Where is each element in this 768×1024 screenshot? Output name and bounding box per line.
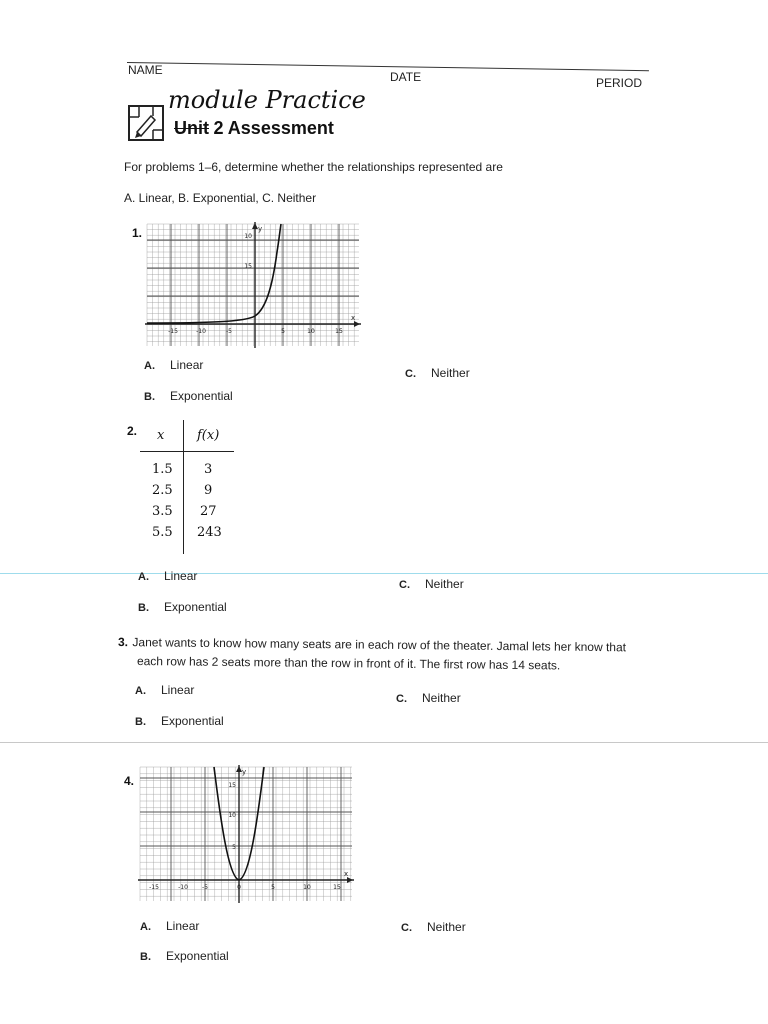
graph-1-x-tick-label: 5	[281, 328, 285, 335]
problem-3-option-c: C. Neither	[396, 691, 461, 705]
graph-4-x-tick-label: 15	[333, 884, 341, 891]
table-header-fx: f(x)	[197, 428, 220, 443]
graph-4-x-tick-label: -5	[202, 884, 208, 891]
graph-4-y-tick-label: 10	[228, 812, 236, 819]
table-row-2-fx: 9	[204, 483, 213, 498]
problem-1-option-a: A. Linear	[144, 358, 204, 372]
graph-1-y-tick-label: 10	[244, 233, 252, 240]
graph-1-x-tick-label: -10	[196, 328, 206, 335]
instructions-line-2: A. Linear, B. Exponential, C. Neither	[124, 191, 317, 205]
problem-2-number: 2.	[127, 424, 138, 438]
graph-4-y-tick-label: 5	[232, 844, 236, 851]
date-label: DATE	[390, 70, 422, 84]
graph-1-y-tick-label: 15	[244, 263, 252, 270]
graph-4-x-tick-label: -10	[178, 884, 188, 891]
problem-2-option-b: B. Exponential	[138, 600, 227, 614]
problem-4-graph	[138, 765, 354, 908]
graph-1-x-tick-label: 15	[335, 328, 343, 335]
page-crease-line	[0, 742, 768, 743]
graph-4-y-tick-label: 15	[228, 782, 236, 789]
problem-1-graph	[145, 222, 361, 353]
problem-2-table	[140, 420, 240, 556]
graph-1-svg	[145, 222, 361, 348]
problem-3-text-line-1: Janet wants to know how many seats are in each row of the theater. Jamal lets her know that	[132, 635, 627, 655]
problem-1-number: 1.	[132, 226, 143, 240]
period-label: PERIOD	[596, 76, 643, 90]
problem-3	[118, 633, 626, 656]
page-title	[174, 118, 334, 139]
problem-4-option-a: A. Linear	[140, 919, 200, 933]
graph-4-x-tick-label: 10	[303, 884, 311, 891]
problem-1-option-b: B. Exponential	[144, 389, 233, 403]
graph-1-x-tick-label: 10	[307, 328, 315, 335]
problem-2-option-c: C. Neither	[399, 577, 464, 591]
problem-4-number: 4.	[124, 774, 135, 788]
table-header-x: x	[157, 428, 165, 443]
problem-1-option-c: C. Neither	[405, 366, 470, 380]
problem-2-option-a: A. Linear	[138, 569, 198, 583]
instructions-line-1: For problems 1–6, determine whether the relationships represented are	[124, 160, 503, 174]
graph-1-x-axis-label: x	[351, 314, 356, 322]
table-row-1-x: 1.5	[152, 462, 173, 477]
table-row-4-fx: 243	[197, 525, 222, 540]
table-row-2-x: 2.5	[152, 483, 173, 498]
assessment-title: 2 Assessment	[213, 118, 334, 138]
graph-4-x-axis-label: x	[344, 870, 349, 878]
graph-4-svg	[138, 765, 354, 903]
table-column-rule	[183, 420, 184, 554]
problem-4-option-c: C. Neither	[401, 920, 466, 934]
problem-3-option-b: B. Exponential	[135, 714, 224, 728]
problem-3-option-a: A. Linear	[135, 683, 195, 697]
graph-1-x-tick-label: -15	[168, 328, 178, 335]
problem-4-option-b: B. Exponential	[140, 949, 229, 963]
table-row-4-x: 5.5	[152, 525, 173, 540]
graph-1-x-tick-label: -5	[226, 328, 232, 335]
graph-1-y-axis-label: y	[258, 225, 263, 233]
graph-4-x-tick-label: -15	[149, 884, 159, 891]
table-row-3-fx: 27	[200, 504, 217, 519]
table-row-1-fx: 3	[204, 462, 213, 477]
name-label: NAME	[128, 63, 163, 77]
graph-4-y-axis-label: y	[242, 768, 247, 776]
table-header-rule	[140, 451, 234, 452]
pencil-icon	[127, 104, 165, 142]
table-row-3-x: 3.5	[152, 504, 173, 519]
problem-3-text-line-2: each row has 2 seats more than the row in front of it. The first row has 14 seats.	[136, 654, 561, 673]
graph-4-x-tick-label: 0	[237, 884, 241, 891]
graph-4-x-tick-label: 5	[271, 884, 275, 891]
struck-unit-word: Unit	[174, 118, 209, 138]
handwritten-title: module Practice	[168, 86, 366, 114]
header-rule	[127, 62, 649, 71]
problem-3-number: 3.	[117, 635, 129, 650]
page-fold-line	[0, 573, 768, 574]
